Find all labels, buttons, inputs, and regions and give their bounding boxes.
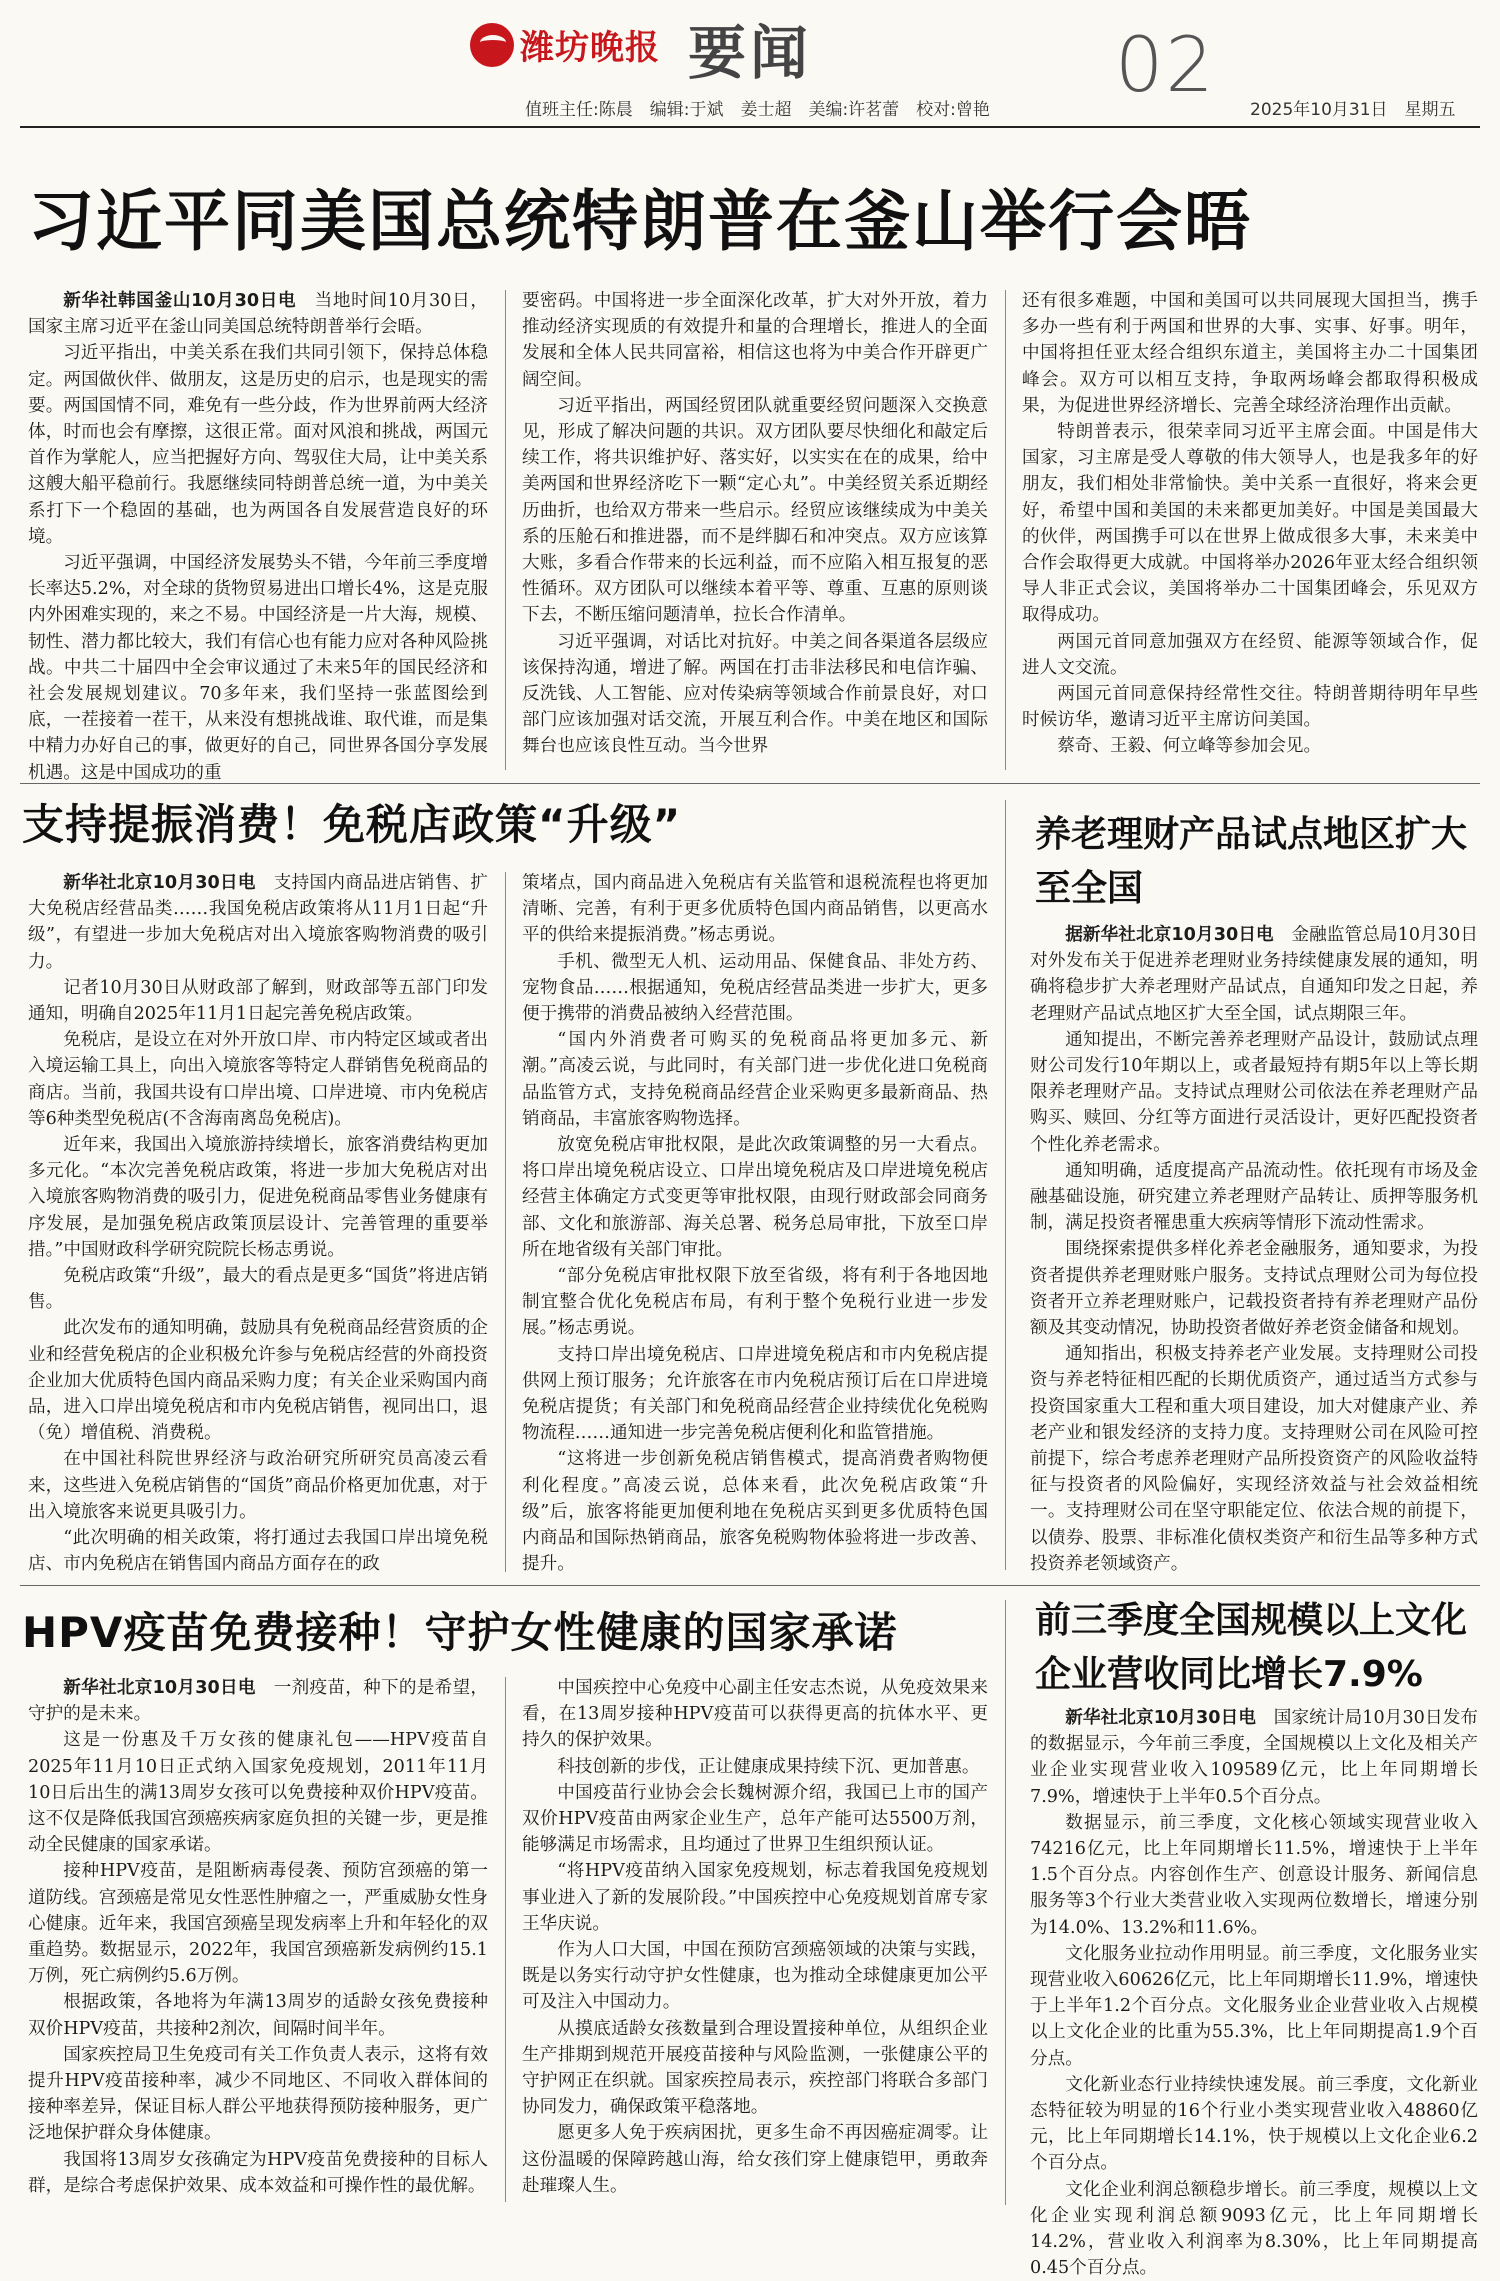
paragraph: 要密码。中国将进一步全面深化改革，扩大对外开放，着力推动经济实现质的有效提升和量的合理增长，推进人的全面发展和全体人民共同富裕，相信这也将为中美合作开辟更广阔空间。 <box>522 291 988 390</box>
paragraph: 习近平强调，中国经济发展势头不错，今年前三季度增长率达5.2%，对全球的货物贸易进出口增长4%，这是克服内外困难实现的，来之不易。中国经济是一片大海，规模、韧性、潜力都比较大，我们有信心也有能力应对各种风险挑战。中共二十届四中全会审议通过了未来5年的国民经济和社会发展规划建议。70多年来，我们坚持一张蓝图绘到底，一茬接着一茬干，从来没有想挑战谁、取代谁，而是集中精力办好自己的事，做更好的自己，同世界各国分享发展机遇。这是中国成功的重 <box>28 553 488 783</box>
paragraph: 支持口岸出境免税店、口岸进境免税店和市内免税店提供网上预订服务；允许旅客在市内免税店预订后在口岸进境免税店提货；有关部门和免税商品经营企业持续优化免税购物流程……通知进一步完善免税店便利化和监管措施。 <box>522 1344 988 1444</box>
paper-name: 潍坊晚报 <box>520 28 660 68</box>
paragraph: 通知提出，不断完善养老理财产品设计，鼓励试点理财公司发行10年期以上，或者最短持有期5年以上等长期限养老理财产品。支持试点理财公司依法在养老理财产品购买、赎回、分红等方面进行灵活设计，更好匹配投资者个性化养老需求。 <box>1030 1029 1478 1155</box>
paragraph: 从摸底适龄女孩数量到合理设置接种单位，从组织企业生产排期到规范开展疫苗接种与风险监测，一张健康公平的守护网正在织就。国家疾控局表示，疾控部门将联合多部门协同发力，确保政策平稳落地。 <box>522 2018 988 2118</box>
paragraph: 近年来，我国出入境旅游持续增长，旅客消费结构更加多元化。“本次完善免税店政策，将进一步加大免税店对出入境旅客购物消费的吸引力，促进免税商品零售业务健康有序发展，是加强免税店政策顶层设计、完善管理的重要举措。”中国财政科学研究院院长杨志勇说。 <box>28 1135 488 1260</box>
newspaper-logo <box>470 20 660 69</box>
paragraph: 数据显示，前三季度，文化核心领域实现营业收入74216亿元，比上年同期增长11.5%，增速快于上半年1.5个百分点。内容创作生产、创意设计服务、新闻信息服务等3个行业大类营业收入实现两位数增长，增速分别为14.0%、13.2%和11.6%。 <box>1030 1812 1478 1938</box>
paragraph: 此次发布的通知明确，鼓励具有免税商品经营资质的企业和经营免税店的企业积极允许参与免税店经营的外商投资企业加大优质特色国内商品采购力度；有关企业采购国内商品，进入口岸出境免税店和市内免税店销售，视同出口，退（免）增值税、消费税。 <box>28 1318 488 1444</box>
paragraph: 文化企业利润总额稳步增长。前三季度，规模以上文化企业实现利润总额9093亿元，比上年同期增长14.2%，营业收入利润率为8.30%，比上年同期提高0.45个百分点。 <box>1030 2179 1478 2279</box>
pension-headline: 养老理财产品试点地区扩大至全国 <box>1035 814 1468 909</box>
paragraph: “国内外消费者可购买的免税商品将更加多元、新潮。”高凌云说，与此同时，有关部门进一步优化进口免税商品监管方式，支持免税商品经营企业采购更多最新商品、热销商品，丰富旅客购物选择。 <box>522 1030 988 1129</box>
paragraph: 文化服务业拉动作用明显。前三季度，文化服务业实现营业收入60626亿元，比上年同期增长11.9%，增速快于上半年1.2个百分点。文化服务业企业营业收入占规模以上文化企业的比重为55.3%，比上年同期提高1.9个百分点。 <box>1030 1943 1478 2069</box>
hpv-dateline: 新华社北京10月30日电 <box>63 1678 256 1698</box>
paragraph: 我国将13周岁女孩确定为HPV疫苗免费接种的目标人群，是综合考虑保护效果、成本效益和可操作性的最优解。 <box>28 2149 488 2196</box>
logo-icon <box>470 23 514 67</box>
masthead <box>0 0 1500 130</box>
lead-column-3 <box>1022 288 1478 773</box>
paragraph: 蔡奇、王毅、何立峰等参加会见。 <box>1057 736 1322 757</box>
section-title: 要闻 <box>688 19 813 87</box>
column-divider <box>505 872 506 1572</box>
page-number: 02 <box>1115 20 1216 109</box>
column-divider <box>505 290 506 770</box>
culture-column: 新华社北京10月30日电 国家统计局10月30日发布的数据显示，今年前三季度，全国规模以上文化及相关产业企业实现营业收入109589亿元，比上年同期增长7.9%，增速快于上半年0.5个百分点。 数据显示，前三季度，文化核心领域实现营业收入74216亿元，比上年同期增长11.5%，增速快于上半年1.5个百分点。内容创作生产、创意设计服务、新闻信息服务等3个行业大类营业收入实现两位数增长，增速分别为14.0%、13.2%和11.6%。 文化服务业拉动作用明显。前三季度，文化服务业实现营业收入60626亿元，比上年同期增长11.9%，增速快于上半年1.2个百分点。文化服务业企业营业收入占规模以上文化企业的比重为55.3%，比上年同期提高1.9个百分点。 文化新业态行业持续快速发展。前三季度，文化新业态特征较为明显的16个行业小类实现营业收入48860亿元，比上年同期增长14.1%，快于规模以上文化企业6.2个百分点。 文化企业利润总额稳步增长。前三季度，规模以上文化企业实现利润总额9093亿元，比上年同期增长14.2%，营业收入利润率为8.30%，比上年同期提高0.45个百分点。 <box>1030 1705 1478 2205</box>
paragraph: 通知指出，积极支持养老产业发展。支持理财公司投资与养老特征相匹配的长期优质资产，通过适当方式参与投资国家重大工程和重大项目建设，加大对健康产业、养老产业和银发经济的支持力度。支持理财公司在风险可控前提下，综合考虑养老理财产品所投资资产的风险收益特征与投资者的风险偏好，实现经济效益与社会效益相统一。支持理财公司在坚守职能定位、依法合规的前提下，以债券、股票、非标准化债权类资产和衍生品等多种方式投资养老领域资产。 <box>1030 1344 1478 1574</box>
dutyfree-dateline: 新华社北京10月30日电 <box>63 873 256 893</box>
lead-column-2 <box>522 288 988 773</box>
lead-column-1: 新华社韩国釜山10月30日电 当地时间10月30日，国家主席习近平在釜山同美国总统特朗普举行会晤。 习近平指出，中美关系在我们共同引领下，保持总体稳定。两国做伙伴、做朋友，这是历史的启示，也是现实的需要。两国国情不同，难免有一些分歧，作为世界前两大经济体，时而也会有摩擦，这很正常。面对风浪和挑战，两国元首作为掌舵人，应当把握好方向、驾驭住大局，让中美关系这艘大船平稳前行。我愿继续同特朗普总统一道，为中美关系打下一个稳固的基础，也为两国各自发展营造良好的环境。 习近平强调，中国经济发展势头不错，今年前三季度增长率达5.2%，对全球的货物贸易进出口增长4%，这是克服内外困难实现的，来之不易。中国经济是一片大海，规模、韧性、潜力都比较大，我们有信心也有能力应对各种风险挑战。中共二十届四中全会审议通过了未来5年的国民经济和社会发展规划建议。70多年来，我们坚持一张蓝图绘到底，一茬接着一茬干，从来没有想挑战谁、取代谁，而是集中精力办好自己的事，做更好的自己，同世界各国分享发展机遇。这是中国成功的重 <box>28 288 488 773</box>
paragraph: 根据政策，各地将为年满13周岁的适龄女孩免费接种双价HPV疫苗，共接种2剂次，间隔时间半年。 <box>28 1992 488 2039</box>
paragraph: 国家疾控局卫生免疫司有关工作负责人表示，这将有效提升HPV疫苗接种率，减少不同地区、不同收入群体间的接种率差异，保证目标人群公平地获得预防接种服务，更广泛地保护群众身体健康。 <box>28 2044 488 2144</box>
masthead-rule <box>20 126 1480 128</box>
paragraph: 中国疾控中心免疫中心副主任安志杰说，从免疫效果来看，在13周岁接种HPV疫苗可以获得更高的抗体水平、更持久的保护效果。 <box>522 1678 988 1751</box>
paragraph: 科技创新的步伐，正让健康成果持续下沉、更加普惠。 <box>557 1756 980 1777</box>
paragraph: 在中国社科院世界经济与政治研究所研究员高凌云看来，这些进入免税店销售的“国货”商品价格更加优惠，对于出入境旅客来说更具吸引力。 <box>28 1449 488 1522</box>
paragraph: 这是一份惠及千万女孩的健康礼包——HPV疫苗自2025年11月10日正式纳入国家免疫规划，2011年11月10日后出生的满13周岁女孩可以免费接种双价HPV疫苗。这不仅是降低我国宫颈癌疾病家庭负担的关键一步，更是推动全民健康的国家承诺。 <box>28 1730 488 1856</box>
column-divider <box>1005 800 1006 1570</box>
paragraph: 还有很多难题，中国和美国可以共同展现大国担当，携手多办一些有利于两国和世界的大事、实事、好事。明年，中国将担任亚太经合组织东道主，美国将主办二十国集团峰会。双方可以相互支持，争取两场峰会都取得积极成果，为促进世界经济增长、完善全球经济治理作出贡献。 <box>1022 291 1478 416</box>
pension-column: 据新华社北京10月30日电 金融监管总局10月30日对外发布关于促进养老理财业务持续健康发展的通知，明确将稳步扩大养老理财产品试点，自通知印发之日起，养老理财产品试点地区扩大至全国，试点期限三年。 通知提出，不断完善养老理财产品设计，鼓励试点理财公司发行10年期以上，或者最短持有期5年以上等长期限养老理财产品。支持试点理财公司依法在养老理财产品购买、赎回、分红等方面进行灵活设计，更好匹配投资者个性化养老需求。 通知明确，适度提高产品流动性。依托现有市场及金融基础设施，研究建立养老理财产品转让、质押等服务机制，满足投资者罹患重大疾病等情形下流动性需求。 围绕探索提供多样化养老金融服务，通知要求，为投资者提供养老理财账户服务。支持试点理财公司为每位投资者开立养老理财账户，记载投资者持有养老理财产品份额及其变动情况，协助投资者做好养老资金储备和规划。 通知指出，积极支持养老产业发展。支持理财公司投资与养老特征相匹配的长期优质资产，通过适当方式参与投资国家重大工程和重大项目建设，加大对健康产业、养老产业和银发经济的支持力度。支持理财公司在风险可控前提下，综合考虑养老理财产品所投资资产的风险收益特征与投资者的风险偏好，实现经济效益与社会效益相统一。支持理财公司在坚守职能定位、依法合规的前提下，以债券、股票、非标准化债权类资产和衍生品等多种方式投资养老领域资产。 <box>1030 922 1478 1577</box>
dutyfree-headline: 支持提振消费！免税店政策“升级” <box>22 800 682 849</box>
paragraph: 习近平指出，两国经贸团队就重要经贸问题深入交换意见，形成了解决问题的共识。双方团队要尽快细化和敲定后续工作，将共识维护好、落实好，以实实在在的成果，给中美两国和世界经济吃下一颗“定心丸”。中美经贸关系近期经历曲折，也给双方带来一些启示。经贸应该继续成为中美关系的压舱石和推进器，而不是绊脚石和冲突点。双方应该算大账，多看合作带来的长远利益，而不应陷入相互报复的恶性循环。双方团队可以继续本着平等、尊重、互惠的原则谈下去，不断压缩问题清单，拉长合作清单。 <box>522 395 988 626</box>
culture-dateline: 新华社北京10月30日电 <box>1065 1708 1257 1728</box>
paragraph: 策堵点，国内商品进入免税店有关监管和退税流程也将更加清晰、完善，有利于更多优质特色国内商品销售，以更高水平的供给来提振消费。”杨志勇说。 <box>522 873 988 946</box>
paragraph: 通知明确，适度提高产品流动性。依托现有市场及金融基础设施，研究建立养老理财产品转让、质押等服务机制，满足投资者罹患重大疾病等情形下流动性需求。 <box>1030 1160 1478 1234</box>
column-divider <box>1005 1600 1006 2205</box>
paragraph: “此次明确的相关政策，将打通过去我国口岸出境免税店、市内免税店在销售国内商品方面存在的政 <box>28 1528 488 1575</box>
paragraph: 围绕探索提供多样化养老金融服务，通知要求，为投资者提供养老理财账户服务。支持试点理财公司为每位投资者开立养老理财账户，记载投资者持有养老理财产品份额及其变动情况，协助投资者做好养老资金储备和规划。 <box>1030 1239 1478 1339</box>
dutyfree-column-1: 新华社北京10月30日电 支持国内商品进店销售、扩大免税店经营品类……我国免税店政策将从11月1日起“升级”，有望进一步加大免税店对出入境旅客购物消费的吸引力。 记者10月30日从财政部了解到，财政部等五部门印发通知，明确自2025年11月1日起完善免税店政策。 免税店，是设立在对外开放口岸、市内特定区域或者出入境运输工具上，向出入境旅客等特定人群销售免税商品的商店。当前，我国共设有口岸出境、口岸进境、市内免税店等6种类型免税店(不含海南离岛免税店)。 近年来，我国出入境旅游持续增长，旅客消费结构更加多元化。“本次完善免税店政策，将进一步加大免税店对出入境旅客购物消费的吸引力，促进免税商品零售业务健康有序发展，是加强免税店政策顶层设计、完善管理的重要举措。”中国财政科学研究院院长杨志勇说。 免税店政策“升级”，最大的看点是更多“国货”将进店销售。 此次发布的通知明确，鼓励具有免税商品经营资质的企业和经营免税店的企业积极允许参与免税店经营的外商投资企业加大优质特色国内商品采购力度；有关企业采购国内商品，进入口岸出境免税店和市内免税店销售，视同出口，退（免）增值税、消费税。 在中国社科院世界经济与政治研究所研究员高凌云看来，这些进入免税店销售的“国货”商品价格更加优惠，对于出入境旅客来说更具吸引力。 “此次明确的相关政策，将打通过去我国口岸出境免税店、市内免税店在销售国内商品方面存在的政 <box>28 870 488 1575</box>
paragraph: 两国元首同意保持经常性交往。特朗普期待明年早些时候访华，邀请习近平主席访问美国。 <box>1022 684 1478 731</box>
paragraph: 放宽免税店审批权限，是此次政策调整的另一大看点。将口岸出境免税店设立、口岸出境免税店及口岸进境免税店经营主体确定方式变更等审批权限，由现行财政部会同商务部、文化和旅游部、海关总署、税务总局审批，下放至口岸所在地省级有关部门审批。 <box>522 1135 988 1260</box>
paragraph: 两国元首同意加强双方在经贸、能源等领域合作，促进人文交流。 <box>1022 631 1478 678</box>
paragraph: “部分免税店审批权限下放至省级，将有利于各地因地制宜整合优化免税店布局，有利于整个免税行业进一步发展。”杨志勇说。 <box>522 1266 988 1339</box>
culture-headline: 前三季度全国规模以上文化企业营收同比增长7.9% <box>1035 1600 1468 1695</box>
hpv-column-2 <box>522 1675 988 2205</box>
editor-credits: 值班主任:陈晨 编辑:于斌 姜士超 美编:许茗蕾 校对:曾艳 <box>525 100 990 120</box>
pension-dateline: 据新华社北京10月30日电 <box>1065 925 1274 945</box>
column-divider <box>505 1677 506 2202</box>
paragraph: 习近平强调，对话比对抗好。中美之间各渠道各层级应该保持沟通，增进了解。两国在打击非法移民和电信诈骗、反洗钱、人工智能、应对传染病等领域合作前景良好，对口部门应该加强对话交流，开展互利合作。中美在地区和国际舞台也应该良性互动。当今世界 <box>522 631 988 757</box>
paragraph: 特朗普表示，很荣幸同习近平主席会面。中国是伟大国家，习主席是受人尊敬的伟大领导人，也是我多年的好朋友，我们相处非常愉快。美中关系一直很好，将来会更好，希望中国和美国的未来都更加美好。中国是美国最大的伙伴，两国携手可以在世界上做成很多大事，未来美中合作会取得更大成就。中国将举办2026年亚太经合组织领导人非正式会议，美国将举办二十国集团峰会，乐见双方取得成功。 <box>1022 422 1478 626</box>
dutyfree-column-2 <box>522 870 988 1575</box>
column-divider <box>1005 290 1006 770</box>
paragraph: 免税店政策“升级”，最大的看点是更多“国货”将进店销售。 <box>28 1266 488 1313</box>
paragraph: 作为人口大国，中国在预防宫颈癌领域的决策与实践，既是以务实行动守护女性健康，也为推动全球健康更加公平可及注入中国动力。 <box>522 1940 988 2013</box>
paragraph: 文化新业态行业持续快速发展。前三季度，文化新业态特征较为明显的16个行业小类实现营业收入48860亿元，比上年同期增长14.1%，快于规模以上文化企业6.2个百分点。 <box>1030 2074 1478 2174</box>
section-rule <box>20 783 1480 784</box>
paragraph: 记者10月30日从财政部了解到，财政部等五部门印发通知，明确自2025年11月1日起完善免税店政策。 <box>28 977 488 1025</box>
hpv-column-1: 新华社北京10月30日电 一剂疫苗，种下的是希望，守护的是未来。 这是一份惠及千万女孩的健康礼包——HPV疫苗自2025年11月10日正式纳入国家免疫规划，2011年11月10日后出生的满13周岁女孩可以免费接种双价HPV疫苗。这不仅是降低我国宫颈癌疾病家庭负担的关键一步，更是推动全民健康的国家承诺。 接种HPV疫苗，是阻断病毒侵袭、预防宫颈癌的第一道防线。宫颈癌是常见女性恶性肿瘤之一，严重威胁女性身心健康。近年来，我国宫颈癌呈现发病率上升和年轻化的双重趋势。数据显示，2022年，我国宫颈癌新发病例约15.1万例，死亡病例约5.6万例。 根据政策，各地将为年满13周岁的适龄女孩免费接种双价HPV疫苗，共接种2剂次，间隔时间半年。 国家疾控局卫生免疫司有关工作负责人表示，这将有效提升HPV疫苗接种率，减少不同地区、不同收入群体间的接种率差异，保证目标人群公平地获得预防接种服务，更广泛地保护群众身体健康。 我国将13周岁女孩确定为HPV疫苗免费接种的目标人群，是综合考虑保护效果、成本效益和可操作性的最优解。 <box>28 1675 488 2205</box>
issue-date: 2025年10月31日 星期五 <box>1250 100 1456 120</box>
paragraph: 中国疫苗行业协会会长魏树源介绍，我国已上市的国产双价HPV疫苗由两家企业生产，总年产能可达5500万剂，能够满足市场需求，且均通过了世界卫生组织预认证。 <box>522 1782 988 1856</box>
paragraph: 接种HPV疫苗，是阻断病毒侵袭、预防宫颈癌的第一道防线。宫颈癌是常见女性恶性肿瘤之一，严重威胁女性身心健康。近年来，我国宫颈癌呈现发病率上升和年轻化的双重趋势。数据显示，2022年，我国宫颈癌新发病例约15.1万例，死亡病例约5.6万例。 <box>28 1861 488 1987</box>
paragraph: 免税店，是设立在对外开放口岸、市内特定区域或者出入境运输工具上，向出入境旅客等特定人群销售免税商品的商店。当前，我国共设有口岸出境、口岸进境、市内免税店等6种类型免税店(不含海南离岛免税店)。 <box>28 1030 488 1129</box>
paragraph: 手机、微型无人机、运动用品、保健食品、非处方药、宠物食品……根据通知，免税店经营品类进一步扩大，更多便于携带的消费品被纳入经营范围。 <box>522 951 988 1025</box>
hpv-headline: HPV疫苗免费接种！守护女性健康的国家承诺 <box>22 1608 898 1657</box>
lead-headline: 习近平同美国总统特朗普在釜山举行会晤 <box>28 183 1252 260</box>
lead-dateline: 新华社韩国釜山10月30日电 <box>63 291 297 311</box>
section-rule <box>20 1585 1480 1586</box>
paragraph: “将HPV疫苗纳入国家免疫规划，标志着我国免疫规划事业进入了新的发展阶段。”中国疾控中心免疫规划首席专家王华庆说。 <box>522 1861 988 1934</box>
paragraph: 习近平指出，中美关系在我们共同引领下，保持总体稳定。两国做伙伴、做朋友，这是历史的启示，也是现实的需要。两国国情不同，难免有一些分歧，作为世界前两大经济体，时而也会有摩擦，这很正常。面对风浪和挑战，两国元首作为掌舵人，应当把握好方向、驾驭住大局，让中美关系这艘大船平稳前行。我愿继续同特朗普总统一道，为中美关系打下一个稳固的基础，也为两国各自发展营造良好的环境。 <box>28 343 488 547</box>
paragraph: 愿更多人免于疾病困扰，更多生命不再因癌症凋零。让这份温暖的保障跨越山海，给女孩们穿上健康铠甲，勇敢奔赴璀璨人生。 <box>522 2123 988 2196</box>
paragraph: “这将进一步创新免税店销售模式，提高消费者购物便利化程度。”高凌云说，总体来看，此次免税店政策“升级”后，旅客将能更加便利地在免税店买到更多优质特色国内商品和国际热销商品，旅客免税购物体验将进一步改善、提升。 <box>522 1449 988 1575</box>
